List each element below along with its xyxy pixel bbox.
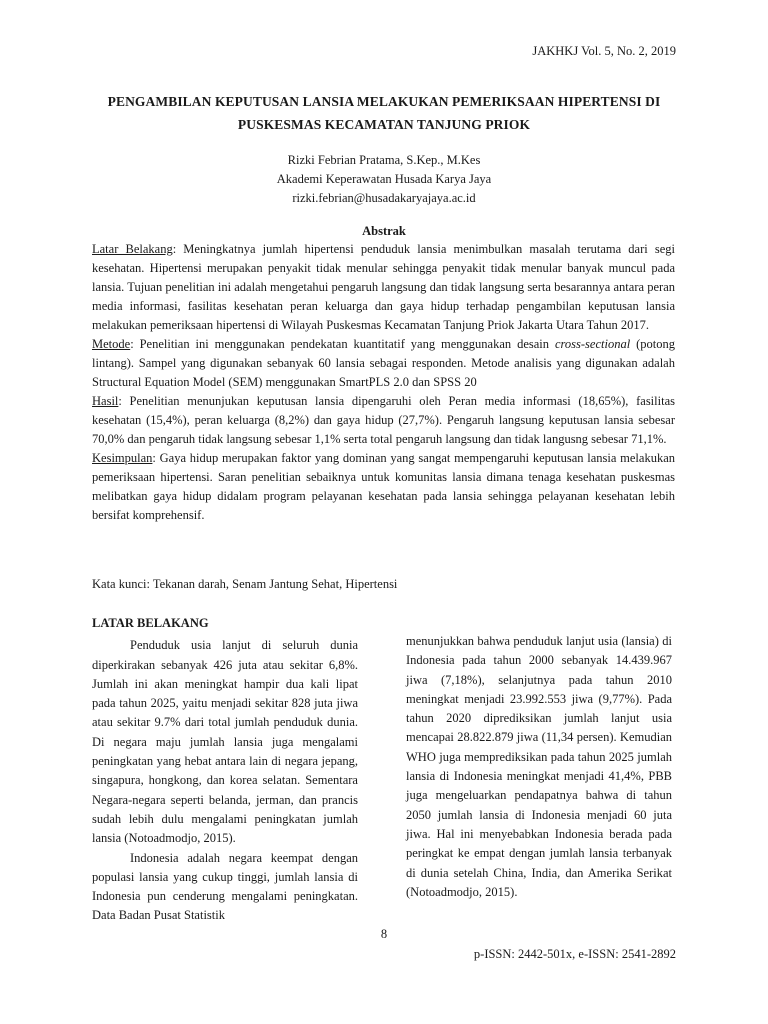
author-email: rizki.febrian@husadakaryajaya.ac.id <box>292 191 476 205</box>
result-text: : Penelitian menunjukan keputusan lansia dipengaruhi oleh Peran media informasi (18,65%), fasilitas kesehatan (15,4%), peran keluarga (8,2%) dan gaya hidup (27,7%). Pengaruh langsung keputusan lansia sebesar 70,0% dan pengaruh tidak langsung sebesar 1,1% serta total pengaruh langsung dan tidak langusng sebesar 71,1%. <box>92 394 675 446</box>
left-paragraph-1: Penduduk usia lanjut di seluruh dunia diperkirakan sebanyak 426 juta atau sekitar 6,8%. Jumlah ini akan meningkat hampir dua kali lipat pada tahun 2025, yaitu menjadi sekitar 828 juta jiwa atau sekitar 9.7% dari total jumlah penduduk dunia. Di negara maju jumlah lansia juga mengalami peningkatan yang hebat antara lain di negara jepang, singapura, hongkong, dan korea selatan. Sementara Negara-negara seperti belanda, jerman, dan prancis sudah lebih dulu mengalami peningkatan jumlah lansia (Notoadmodjo, 2015). <box>92 638 358 846</box>
background-text: : Meningkatnya jumlah hipertensi penduduk lansia menimbulkan masalah terutama dari segi kesehatan. Hipertensi merupakan penyakit tidak menular sehingga penyakit tidak menular banyak muncul pada lansia. Tujuan penelitian ini adalah mengetahui pengaruh langsung dan tidak langsung serta besarannya antara peran media informasi, fasilitas kesehatan peran keluarga dan gaya hidup terhadap pengambilan keputusan lansia melakukan pemeriksaan hipertensi di Wilayah Puskesmas Kecamatan Tanjung Priok Jakarta Utara Tahun 2017. <box>92 242 675 332</box>
right-paragraph-1: menunjukkan bahwa penduduk lanjut usia (lansia) di Indonesia pada tahun 2000 sebanyak 14.439.967 jiwa (7,18%), selanjutnya pada tahun 2010 meningkat menjadi 23.992.553 jiwa (9,77%). Pada tahun 2020 diprediksikan jumlah lanjut usia mencapai 28.822.879 jiwa (11,34 persen). Kemudian WHO juga memprediksikan pada tahun 2025 jumlah lansia di Indonesia meningkat menjadi 41,4%, PBB juga mengeluarkan pendapatnya bahwa di tahun 2050 jumlah lansia di Indonesia menjadi 60 juta jiwa. Hal ini menyebabkan Indonesia berada pada peringkat ke empat dengan jumlah lansia terbanyak di dunia setelah China, India, dan Amerika Serikat (Notoadmodjo, 2015). <box>406 634 672 899</box>
abstract-heading: Abstrak <box>362 224 406 238</box>
method-label: Metode <box>92 337 131 351</box>
keywords: Kata kunci: Tekanan darah, Senam Jantung Sehat, Hipertensi <box>92 577 398 591</box>
right-column <box>406 632 672 902</box>
abstract-background <box>92 240 675 335</box>
author-affiliation: Akademi Keperawatan Husada Karya Jaya <box>276 172 492 186</box>
issn-footer: p-ISSN: 2442-501x, e-ISSN: 2541-2892 <box>473 947 676 961</box>
abstract-result <box>92 392 675 449</box>
paper-title: PENGAMBILAN KEPUTUSAN LANSIA MELAKUKAN PEMERIKSAAN HIPERTENSI DI PUSKESMAS KECAMATAN TANJUNG PRIOK <box>107 94 661 132</box>
method-text-2: (potong lintang). Sampel yang digunakan sebanyak 60 lansia sebagai responden. Metode analisis yang digunakan adalah Structural Equation Model (SEM) menggunakan SmartPLS 2.0 dan SPSS 20 <box>92 337 675 389</box>
conclusion-label: Kesimpulan <box>92 451 153 465</box>
journal-header: JAKHKJ Vol. 5, No. 2, 2019 <box>532 44 676 58</box>
method-text-1: : Penelitian ini menggunakan pendekatan kuantitatif yang menggunakan desain <box>130 337 555 351</box>
abstract-body <box>92 240 675 525</box>
left-column <box>92 614 358 926</box>
abstract-conclusion <box>92 449 675 525</box>
abstract-method <box>92 335 675 392</box>
author-name: Rizki Febrian Pratama, S.Kep., M.Kes <box>287 153 481 167</box>
background-label: Latar Belakang <box>92 242 173 256</box>
page-number: 8 <box>380 927 388 941</box>
author-block <box>100 151 668 208</box>
method-italic: cross-sectional <box>554 337 631 351</box>
left-paragraph-2: Indonesia adalah negara keempat dengan populasi lansia yang cukup tinggi, jumlah lansia di Indonesia pun cenderung mengalami peningkatan. Data Badan Pusat Statistik <box>92 850 358 923</box>
section-heading: LATAR BELAKANG <box>92 616 209 630</box>
conclusion-text: : Gaya hidup merupakan faktor yang dominan yang sangat mempengaruhi keputusan lansia melakukan pemeriksaan hipertensi. Saran penelitian sebaiknya untuk komunitas lansia dimana tenaga kesehatan puskesmas melibatkan gaya hidup didalam program pelayanan kesehatan pada lansia sehingga pelayanan kesehatan lebih bersifat komprehensif. <box>92 451 675 522</box>
result-label: Hasil <box>92 394 119 408</box>
